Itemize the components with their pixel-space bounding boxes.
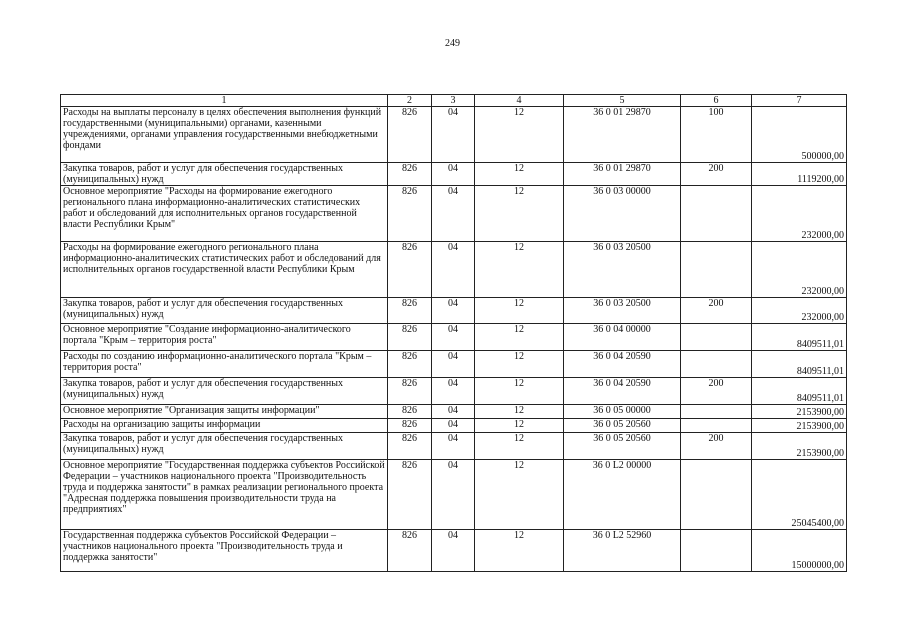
expense-type-cell [681,351,752,378]
amount-cell: 500000,00 [752,107,847,163]
ministry-code-cell: 826 [388,460,432,530]
section-code-cell: 04 [432,324,475,351]
expense-type-cell [681,530,752,572]
table-row [61,378,847,405]
expense-type-cell [681,419,752,433]
description-cell: Расходы на организацию защиты информации [61,419,388,433]
subsection-code-cell: 12 [475,405,564,419]
ministry-code-cell: 826 [388,242,432,298]
description-cell: Расходы по созданию информационно-аналитического портала "Крым – территория роста" [61,351,388,378]
table-row [61,186,847,242]
description-cell: Расходы на выплаты персоналу в целях обеспечения выполнения функций государственными (муниципальными) органами, казенными учреждениями, органами управления государственными внебюджетными фондами [61,107,388,163]
section-code-cell: 04 [432,460,475,530]
column-header: 3 [432,95,475,107]
section-code-cell: 04 [432,298,475,324]
table-row [61,324,847,351]
ministry-code-cell: 826 [388,186,432,242]
subsection-code-cell: 12 [475,298,564,324]
subsection-code-cell: 12 [475,419,564,433]
column-header: 4 [475,95,564,107]
ministry-code-cell: 826 [388,351,432,378]
amount-cell: 232000,00 [752,242,847,298]
expense-type-cell: 200 [681,298,752,324]
amount-cell: 25045400,00 [752,460,847,530]
section-code-cell: 04 [432,530,475,572]
table-row [61,530,847,572]
target-article-cell: 36 0 03 00000 [564,186,681,242]
table-row [61,242,847,298]
ministry-code-cell: 826 [388,298,432,324]
column-header: 2 [388,95,432,107]
amount-cell: 2153900,00 [752,433,847,460]
description-cell: Государственная поддержка субъектов Российской Федерации – участников национального проекта "Производительность труда и поддержка занятости" [61,530,388,572]
section-code-cell: 04 [432,163,475,186]
section-code-cell: 04 [432,378,475,405]
expense-type-cell [681,186,752,242]
expense-type-cell [681,405,752,419]
section-code-cell: 04 [432,242,475,298]
subsection-code-cell: 12 [475,186,564,242]
subsection-code-cell: 12 [475,107,564,163]
section-code-cell: 04 [432,351,475,378]
description-cell: Основное мероприятие "Создание информационно-аналитического портала "Крым – территория роста" [61,324,388,351]
target-article-cell: 36 0 01 29870 [564,163,681,186]
amount-cell: 2153900,00 [752,405,847,419]
column-header: 7 [752,95,847,107]
amount-cell: 2153900,00 [752,419,847,433]
target-article-cell: 36 0 L2 52960 [564,530,681,572]
section-code-cell: 04 [432,419,475,433]
ministry-code-cell: 826 [388,378,432,405]
expense-type-cell: 100 [681,107,752,163]
description-cell: Расходы на формирование ежегодного регионального плана информационно-аналитических статистических работ и обследований для исполнительных органов государственной власти Республики Крым [61,242,388,298]
amount-cell: 8409511,01 [752,378,847,405]
description-cell: Закупка товаров, работ и услуг для обеспечения государственных (муниципальных) нужд [61,378,388,405]
table-header-row [61,95,847,107]
table-row [61,419,847,433]
amount-cell: 232000,00 [752,298,847,324]
ministry-code-cell: 826 [388,433,432,460]
description-cell: Закупка товаров, работ и услуг для обеспечения государственных (муниципальных) нужд [61,433,388,460]
amount-cell: 15000000,00 [752,530,847,572]
amount-cell: 8409511,01 [752,351,847,378]
ministry-code-cell: 826 [388,163,432,186]
ministry-code-cell: 826 [388,530,432,572]
target-article-cell: 36 0 04 20590 [564,378,681,405]
table-row [61,163,847,186]
target-article-cell: 36 0 05 20560 [564,433,681,460]
page-number: 249 [445,38,460,49]
description-cell: Основное мероприятие "Организация защиты информации" [61,405,388,419]
table-row [61,433,847,460]
expense-type-cell: 200 [681,433,752,460]
expense-type-cell [681,324,752,351]
section-code-cell: 04 [432,405,475,419]
section-code-cell: 04 [432,433,475,460]
ministry-code-cell: 826 [388,419,432,433]
subsection-code-cell: 12 [475,351,564,378]
amount-cell: 1119200,00 [752,163,847,186]
amount-cell: 232000,00 [752,186,847,242]
target-article-cell: 36 0 03 20500 [564,298,681,324]
expense-type-cell: 200 [681,163,752,186]
expense-type-cell [681,242,752,298]
table-row [61,405,847,419]
ministry-code-cell: 826 [388,107,432,163]
target-article-cell: 36 0 04 20590 [564,351,681,378]
target-article-cell: 36 0 05 00000 [564,405,681,419]
subsection-code-cell: 12 [475,163,564,186]
subsection-code-cell: 12 [475,530,564,572]
description-cell: Основное мероприятие "Расходы на формирование ежегодного регионального плана информационно-аналитических статистических работ и обследований для исполнительных органов государственной власти Республики Крым" [61,186,388,242]
section-code-cell: 04 [432,107,475,163]
table-row [61,107,847,163]
subsection-code-cell: 12 [475,433,564,460]
amount-cell: 8409511,01 [752,324,847,351]
target-article-cell: 36 0 03 20500 [564,242,681,298]
section-code-cell: 04 [432,186,475,242]
table-row [61,298,847,324]
column-header: 5 [564,95,681,107]
subsection-code-cell: 12 [475,378,564,405]
expense-type-cell: 200 [681,378,752,405]
description-cell: Закупка товаров, работ и услуг для обеспечения государственных (муниципальных) нужд [61,298,388,324]
column-header: 6 [681,95,752,107]
description-cell: Основное мероприятие "Государственная поддержка субъектов Российской Федерации – участников национального проекта "Производительность труда и поддержка занятости" в рамках реализации регионального проекта "Адресная поддержка повышения производительности труда на предприятиях" [61,460,388,530]
ministry-code-cell: 826 [388,324,432,351]
subsection-code-cell: 12 [475,242,564,298]
subsection-code-cell: 12 [475,460,564,530]
target-article-cell: 36 0 01 29870 [564,107,681,163]
description-cell: Закупка товаров, работ и услуг для обеспечения государственных (муниципальных) нужд [61,163,388,186]
target-article-cell: 36 0 L2 00000 [564,460,681,530]
ministry-code-cell: 826 [388,405,432,419]
column-header: 1 [61,95,388,107]
target-article-cell: 36 0 04 00000 [564,324,681,351]
subsection-code-cell: 12 [475,324,564,351]
expense-type-cell [681,460,752,530]
table-row [61,460,847,530]
budget-table [60,94,847,572]
target-article-cell: 36 0 05 20560 [564,419,681,433]
table-row [61,351,847,378]
